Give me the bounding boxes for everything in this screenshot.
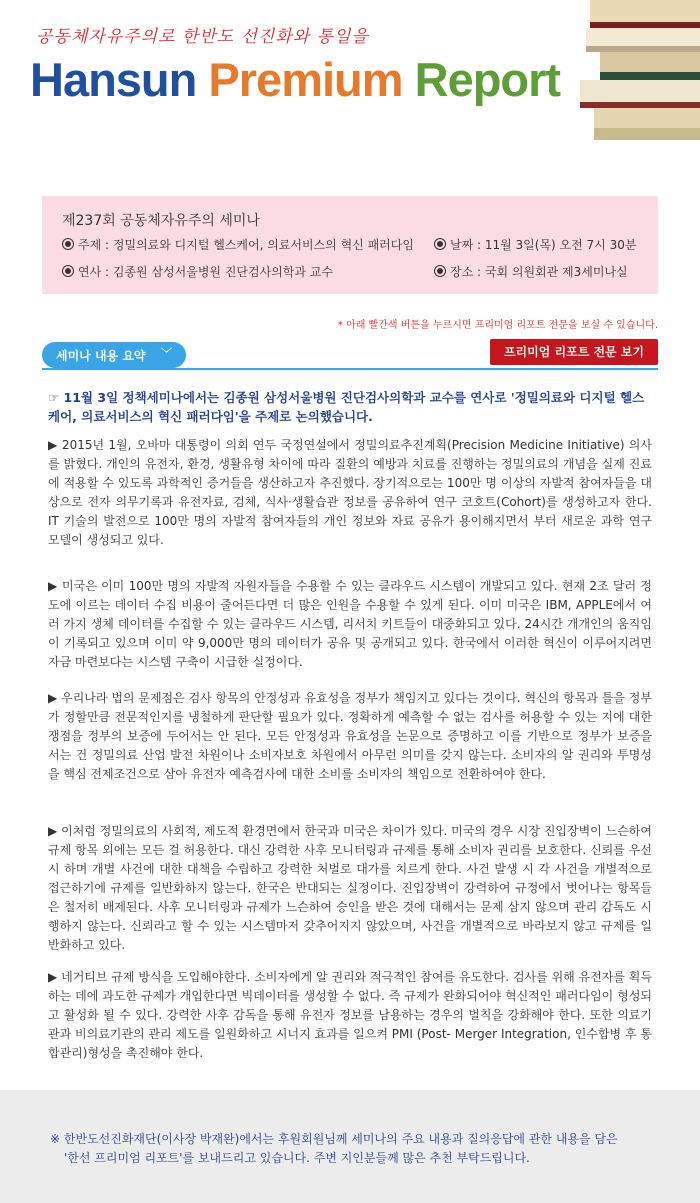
- summary-tab-label: 세미나 내용 요약: [56, 349, 146, 363]
- seminar-place-text: 장소 : 국회 의원회관 제3세미나실: [450, 265, 628, 279]
- brand-part2: Premium: [208, 53, 403, 106]
- premium-notice: * 아래 빨간색 버튼을 누르시면 프리미엄 리포트 전문을 보실 수 있습니다.: [337, 320, 658, 331]
- seminar-date-text: 날짜 : 11월 3일(목) 오전 7시 30분: [450, 238, 637, 252]
- header: [0, 0, 700, 140]
- seminar-speaker-text: 연사 : 김종원 삼성서울병원 진단검사의학과 교수: [78, 265, 333, 279]
- slogan: 공동체자유주의로 한반도 선진화와 통일을: [36, 27, 369, 47]
- brand-part3: Report: [414, 53, 561, 106]
- summary-paragraph: ▶ 2015년 1월, 오바마 대통령이 의회 연두 국정연설에서 정밀의료추진계획(Precision Medicine Initiative) 의사를 밝혔다. 개인의 유전자, 환경, 생활유형 차이에 따라 질환의 예방과 치료를 진행하는 정밀의료의 개념을 실제 진료에 적용할 수 있도록 과학적인 증거들을 생산하고자 추진했다. 장기적으로는 100만 명 이상의 자발적 참여자들을 대상으로 전자 의무기록과 유전자료, 검체, 식사·생활습관 정보를 공유하여 연구 코호트(Cohort)를 생성하고자 한다. IT 기술의 발전으로 100만 명의 자발적 참여자들의 개인 정보와 자료 공유가 용이해지면서 부터 새로운 과학 연구 모델이 생성되고 있다.: [48, 438, 652, 547]
- seminar-topic-text: 주제 : 정밀의료와 디지털 헬스케어, 의료서비스의 혁신 패러다임: [78, 238, 414, 252]
- chevron-down-icon: ﹀: [161, 347, 172, 360]
- section-divider: [42, 368, 658, 370]
- radio-bullet-icon: [62, 265, 74, 277]
- summary-paragraph: ▶ 우리나라 법의 문제점은 검사 항목의 안정성과 유효성을 정부가 책임지고 있다는 것이다. 혁신의 항목과 틀을 정부가 정할만큼 전문적인지를 냉철하게 판단할 필요가 있다. 정확하게 예측할 수 없는 검사를 허용할 수 있는 지에 대한 쟁점을 정부의 보증에 두어서는 안 된다. 모든 안정성과 유효성을 논문으로 증명하고 이를 기반으로 정부가 보증을 서는 건 정밀의료 산업 발전 차원이나 소비자보호 차원에서 아무런 의미를 갖지 않는다. 소비자의 알 권리와 투명성을 핵심 전제조건으로 삼아 유전자 예측검사에 대한 소비를 소비자의 책임으로 전환하여야 한다.: [48, 691, 652, 781]
- radio-bullet-icon: [434, 238, 446, 250]
- seminar-title: 제237회 공동체자유주의 세미나: [62, 213, 260, 229]
- footer-line2: '한선 프리미엄 리포트'를 보내드리고 있습니다. 주변 지인분들께 많은 추천 부탁드립니다.: [64, 1151, 530, 1165]
- seminar-topic: [62, 236, 414, 253]
- brand-logo: [30, 52, 560, 107]
- radio-bullet-icon: [434, 265, 446, 277]
- seminar-info-box: [42, 196, 658, 294]
- summary-intro: ☞ 11월 3일 정책세미나에서는 김종원 삼성서울병원 진단검사의학과 교수를 연사로 '정밀의료와 디지털 헬스케어, 의료서비스의 혁신 패러다임'을 주제로 논의했습니다.: [48, 390, 645, 424]
- radio-bullet-icon: [62, 238, 74, 250]
- premium-report-button[interactable]: 프리미엄 리포트 전문 보기: [490, 339, 658, 365]
- footer-note: [50, 1130, 660, 1168]
- summary-tab[interactable]: [42, 342, 186, 368]
- footer-line1: ※ 한반도선진화재단(이사장 박재완)에서는 후원회원님께 세미나의 주요 내용과 질의응답에 관한 내용을 담은: [50, 1132, 618, 1146]
- seminar-speaker: [62, 263, 333, 280]
- books-illustration: [550, 0, 700, 140]
- seminar-date: [434, 236, 636, 253]
- summary-paragraph: ▶ 네거티브 규제 방식을 도입해야한다. 소비자에게 알 권리와 적극적인 참여를 유도한다. 검사를 위해 유전자를 획득하는 데에 과도한 규제가 개입한다면 빅데이터를 생성할 수 없다. 즉 규제가 완화되어야 혁신적인 패러다임이 형성되고 활성화 될 수 있다. 강력한 사후 감독을 통해 유전자 정보를 남용하는 경우의 벌칙을 강화해야 한다. 또한 의료기관과 비의료기관의 관리 제도를 일원화하고 시너지 효과를 일으켜 PMI (Post- Merger Integration, 인수합병 후 통합관리)형성을 촉진해야 한다.: [48, 970, 652, 1060]
- brand-part1: Hansun: [30, 53, 197, 106]
- seminar-place: [434, 263, 628, 280]
- summary-paragraph: ▶ 이처럼 정밀의료의 사회적, 제도적 환경면에서 한국과 미국은 차이가 있다. 미국의 경우 시장 진입장벽이 느슨하여 규제 항목 외에는 모든 걸 허용한다. 대신 강력한 사후 모니터링과 규제를 통해 소비자 권리를 보호한다. 신뢰를 우선시 하며 개별 사건에 대한 대책을 수립하고 강력한 처벌로 대가를 치르게 한다. 사건 발생 시 각 사건을 개별적으로 접근하기에 규제를 일반화하지 않는다. 한국은 반대되는 실정이다. 진입장벽이 강력하여 규정에서 벗어나는 항목들은 철저히 배제된다. 사후 모니터링과 규제가 느슨하여 승인을 받은 것에 대해서는 문제 삼지 않으며 관리 감독도 시행하지 않는다. 신뢰라고 할 수 있는 시스템마저 갖추어지지 않았으며, 사건을 개별적으로 바라보지 않고 규제를 일반화하고 있다.: [48, 824, 652, 952]
- summary-paragraph: ▶ 미국은 이미 100만 명의 자발적 자원자들을 수용할 수 있는 클라우드 시스템이 개발되고 있다. 현재 2조 달러 정도에 이르는 데이터 수집 비용이 줄어든다면 더 많은 인원을 수용할 수 있게 된다. 이미 미국은 IBM, APPLE에서 여러 가지 생체 데이터를 수집할 수 있는 클라우드 시스템, 리서치 키트들이 대중화되고 있다. 24시간 개개인의 움직임이 기록되고 있으며 이미 약 9,000만 명의 데이터가 공유 및 공개되고 있다. 한국에서 이러한 혁신이 이루어지려면 자금 마련보다는 시스템 구축이 시급한 실정이다.: [48, 579, 652, 669]
